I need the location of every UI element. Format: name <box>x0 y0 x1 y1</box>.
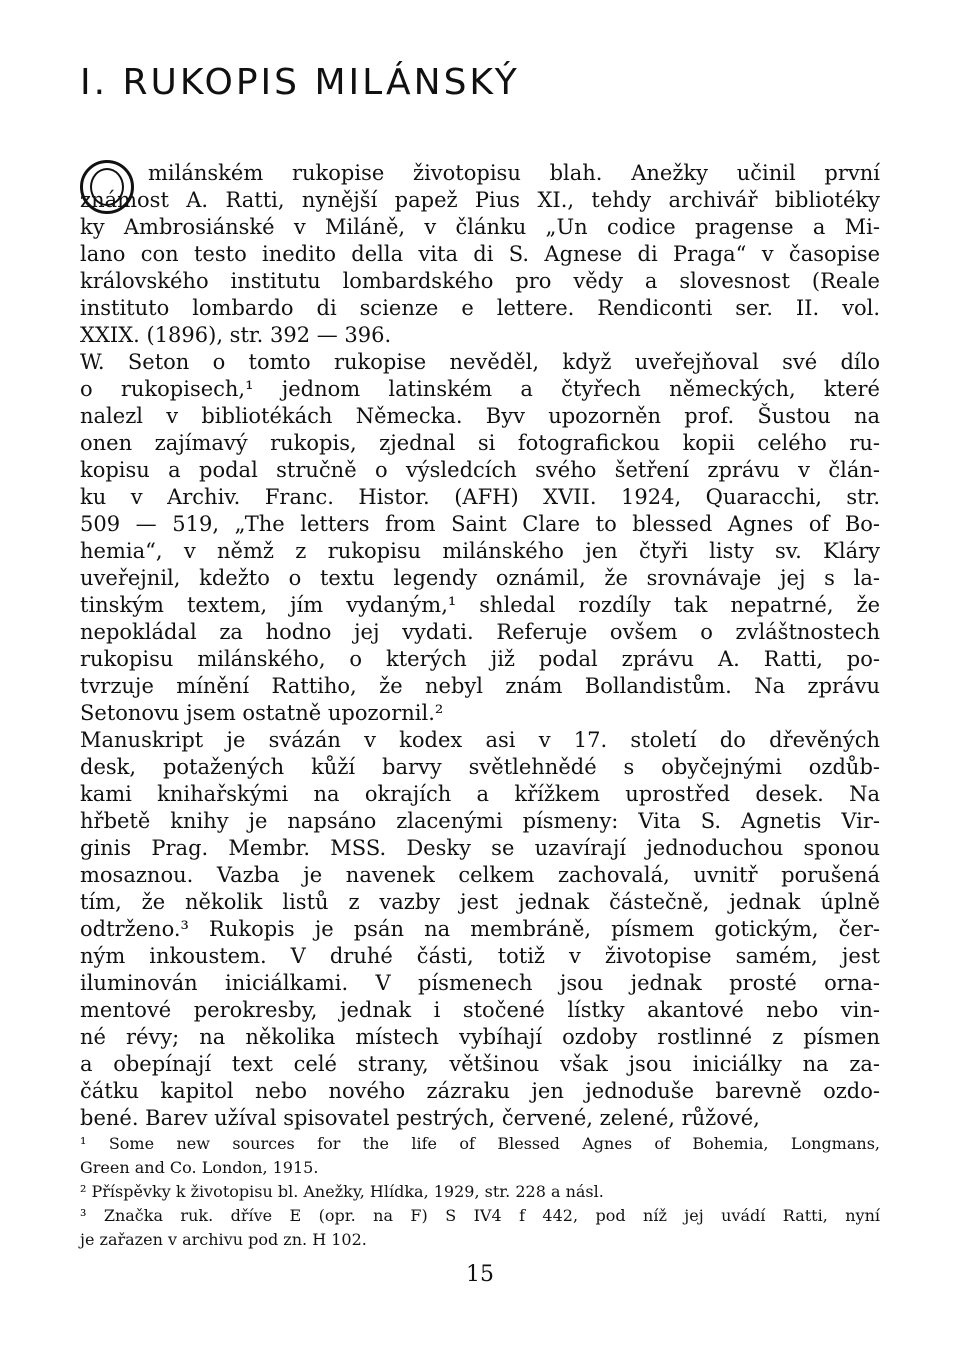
footnote-line: ¹ Some new sources for the life of Blessed Agnes of Bohemia, Longmans, <box>80 1134 880 1153</box>
text-line: nalezl v bibliotékách Německa. Byv upozorněn prof. Šustou na <box>80 404 880 428</box>
text-line: Manuskript je svázán v kodex asi v 17. století do dřevěných <box>80 728 880 752</box>
text-line: mosaznou. Vazba je navenek celkem zachovalá, uvnitř porušená <box>80 863 880 887</box>
text-line: iluminován iniciálkami. V písmenech jsou jednak prosté orna- <box>80 971 880 995</box>
footnote-line: je zařazen v archivu pod zn. H 102. <box>80 1230 367 1249</box>
text-line: W. Seton o tomto rukopise nevěděl, když uveřejňoval své dílo <box>80 350 880 374</box>
text-line: Setonovu jsem ostatně upozornil.² <box>80 701 444 725</box>
text-line: kami knihařskými na okrajích a křížkem uprostřed desek. Na <box>80 782 880 806</box>
text-line: 509 — 519, „The letters from Saint Clare to blessed Agnes of Bo- <box>80 512 880 536</box>
footnote-line: ² Příspěvky k životopisu bl. Anežky, Hlídka, 1929, str. 228 a násl. <box>80 1182 604 1201</box>
text-line: hřbetě knihy je napsáno zlacenými písmeny: Vita S. Agnetis Vir- <box>80 809 880 833</box>
text-line: kopisu a podal stručně o výsledcích svého šetření zprávu v člán- <box>80 458 880 482</box>
text-line: královského institutu lombardského pro vědy a slovesnost (Reale <box>80 269 880 293</box>
text-line: ginis Prag. Membr. MSS. Desky se uzavírají jednoduchou sponou <box>80 836 880 860</box>
text-line: a obepínají text celé strany, většinou však jsou iniciálky na za- <box>80 1052 880 1076</box>
footnote-line: ³ Značka ruk. dříve E (opr. na F) S IV4 f 442, pod níž jej uvádí Ratti, nyní <box>80 1206 880 1225</box>
text-line: ku v Archiv. Franc. Histor. (AFH) XVII. 1924, Quaracchi, str. <box>80 485 880 509</box>
text-line: desk, potažených kůží barvy světlehnědé s obyčejnými ozdůb- <box>80 755 880 779</box>
main-text <box>80 160 880 1132</box>
text-line: bené. Barev užíval spisovatel pestrých, červené, zelené, růžové, <box>80 1106 760 1130</box>
text-line: tvrzuje mínění Rattiho, že nebyl znám Bollandistům. Na zprávu <box>80 674 880 698</box>
text-line: hemia“, v němž z rukopisu milánského jen čtyři listy sv. Kláry <box>80 539 880 563</box>
page-number: 15 <box>466 1262 494 1287</box>
text-line: známost A. Ratti, nynější papež Pius XI., tehdy archivář bibliotéky <box>80 188 880 212</box>
text-line: čátku kapitol nebo nového zázraku jen jednoduše barevně ozdo- <box>80 1079 880 1103</box>
text-line: ným inkoustem. V druhé části, totiž v životopise samém, jest <box>80 944 880 968</box>
text-line: né révy; na několika místech vybíhají ozdoby rostlinné z písmen <box>80 1025 880 1049</box>
text-line: onen zajímavý rukopis, zjednal si fotografickou kopii celého ru- <box>80 431 880 455</box>
text-line: tím, že několik listů z vazby jest jednak částečně, jednak úplně <box>80 890 880 914</box>
text-line: nepokládal za hodno jej vydati. Referuje ovšem o zvláštnostech <box>80 620 880 644</box>
text-line: mentové perokresby, jednak i stočené lístky akantové nebo vin- <box>80 998 880 1022</box>
text-line: instituto lombardo di scienze e lettere. Rendiconti ser. II. vol. <box>80 296 880 320</box>
chapter-heading: I. RUKOPIS MILÁNSKÝ <box>80 62 520 103</box>
text-line: milánském rukopise životopisu blah. Anežky učinil první <box>148 161 880 185</box>
text-line: uveřejnil, kdežto o textu legendy oznámil, že srovnávaje jej s la- <box>80 566 880 590</box>
text-line: tinským textem, jím vydaným,¹ shledal rozdíly tak nepatrné, že <box>80 593 880 617</box>
footnote-line: Green and Co. London, 1915. <box>80 1158 319 1177</box>
footnotes <box>80 1132 880 1252</box>
text-line: ky Ambrosiánské v Miláně, v článku „Un codice pragense a Mi- <box>80 215 880 239</box>
text-line: XXIX. (1896), str. 392 — 396. <box>80 323 392 347</box>
text-line: rukopisu milánského, o kterých již podal zprávu A. Ratti, po- <box>80 647 880 671</box>
text-line: lano con testo inedito della vita di S. Agnese di Praga“ v časopise <box>80 242 880 266</box>
text-line: odtrženo.³ Rukopis je psán na membráně, písmem gotickým, čer- <box>80 917 880 941</box>
text-line: o rukopisech,¹ jednom latinském a čtyřech německých, které <box>80 377 880 401</box>
